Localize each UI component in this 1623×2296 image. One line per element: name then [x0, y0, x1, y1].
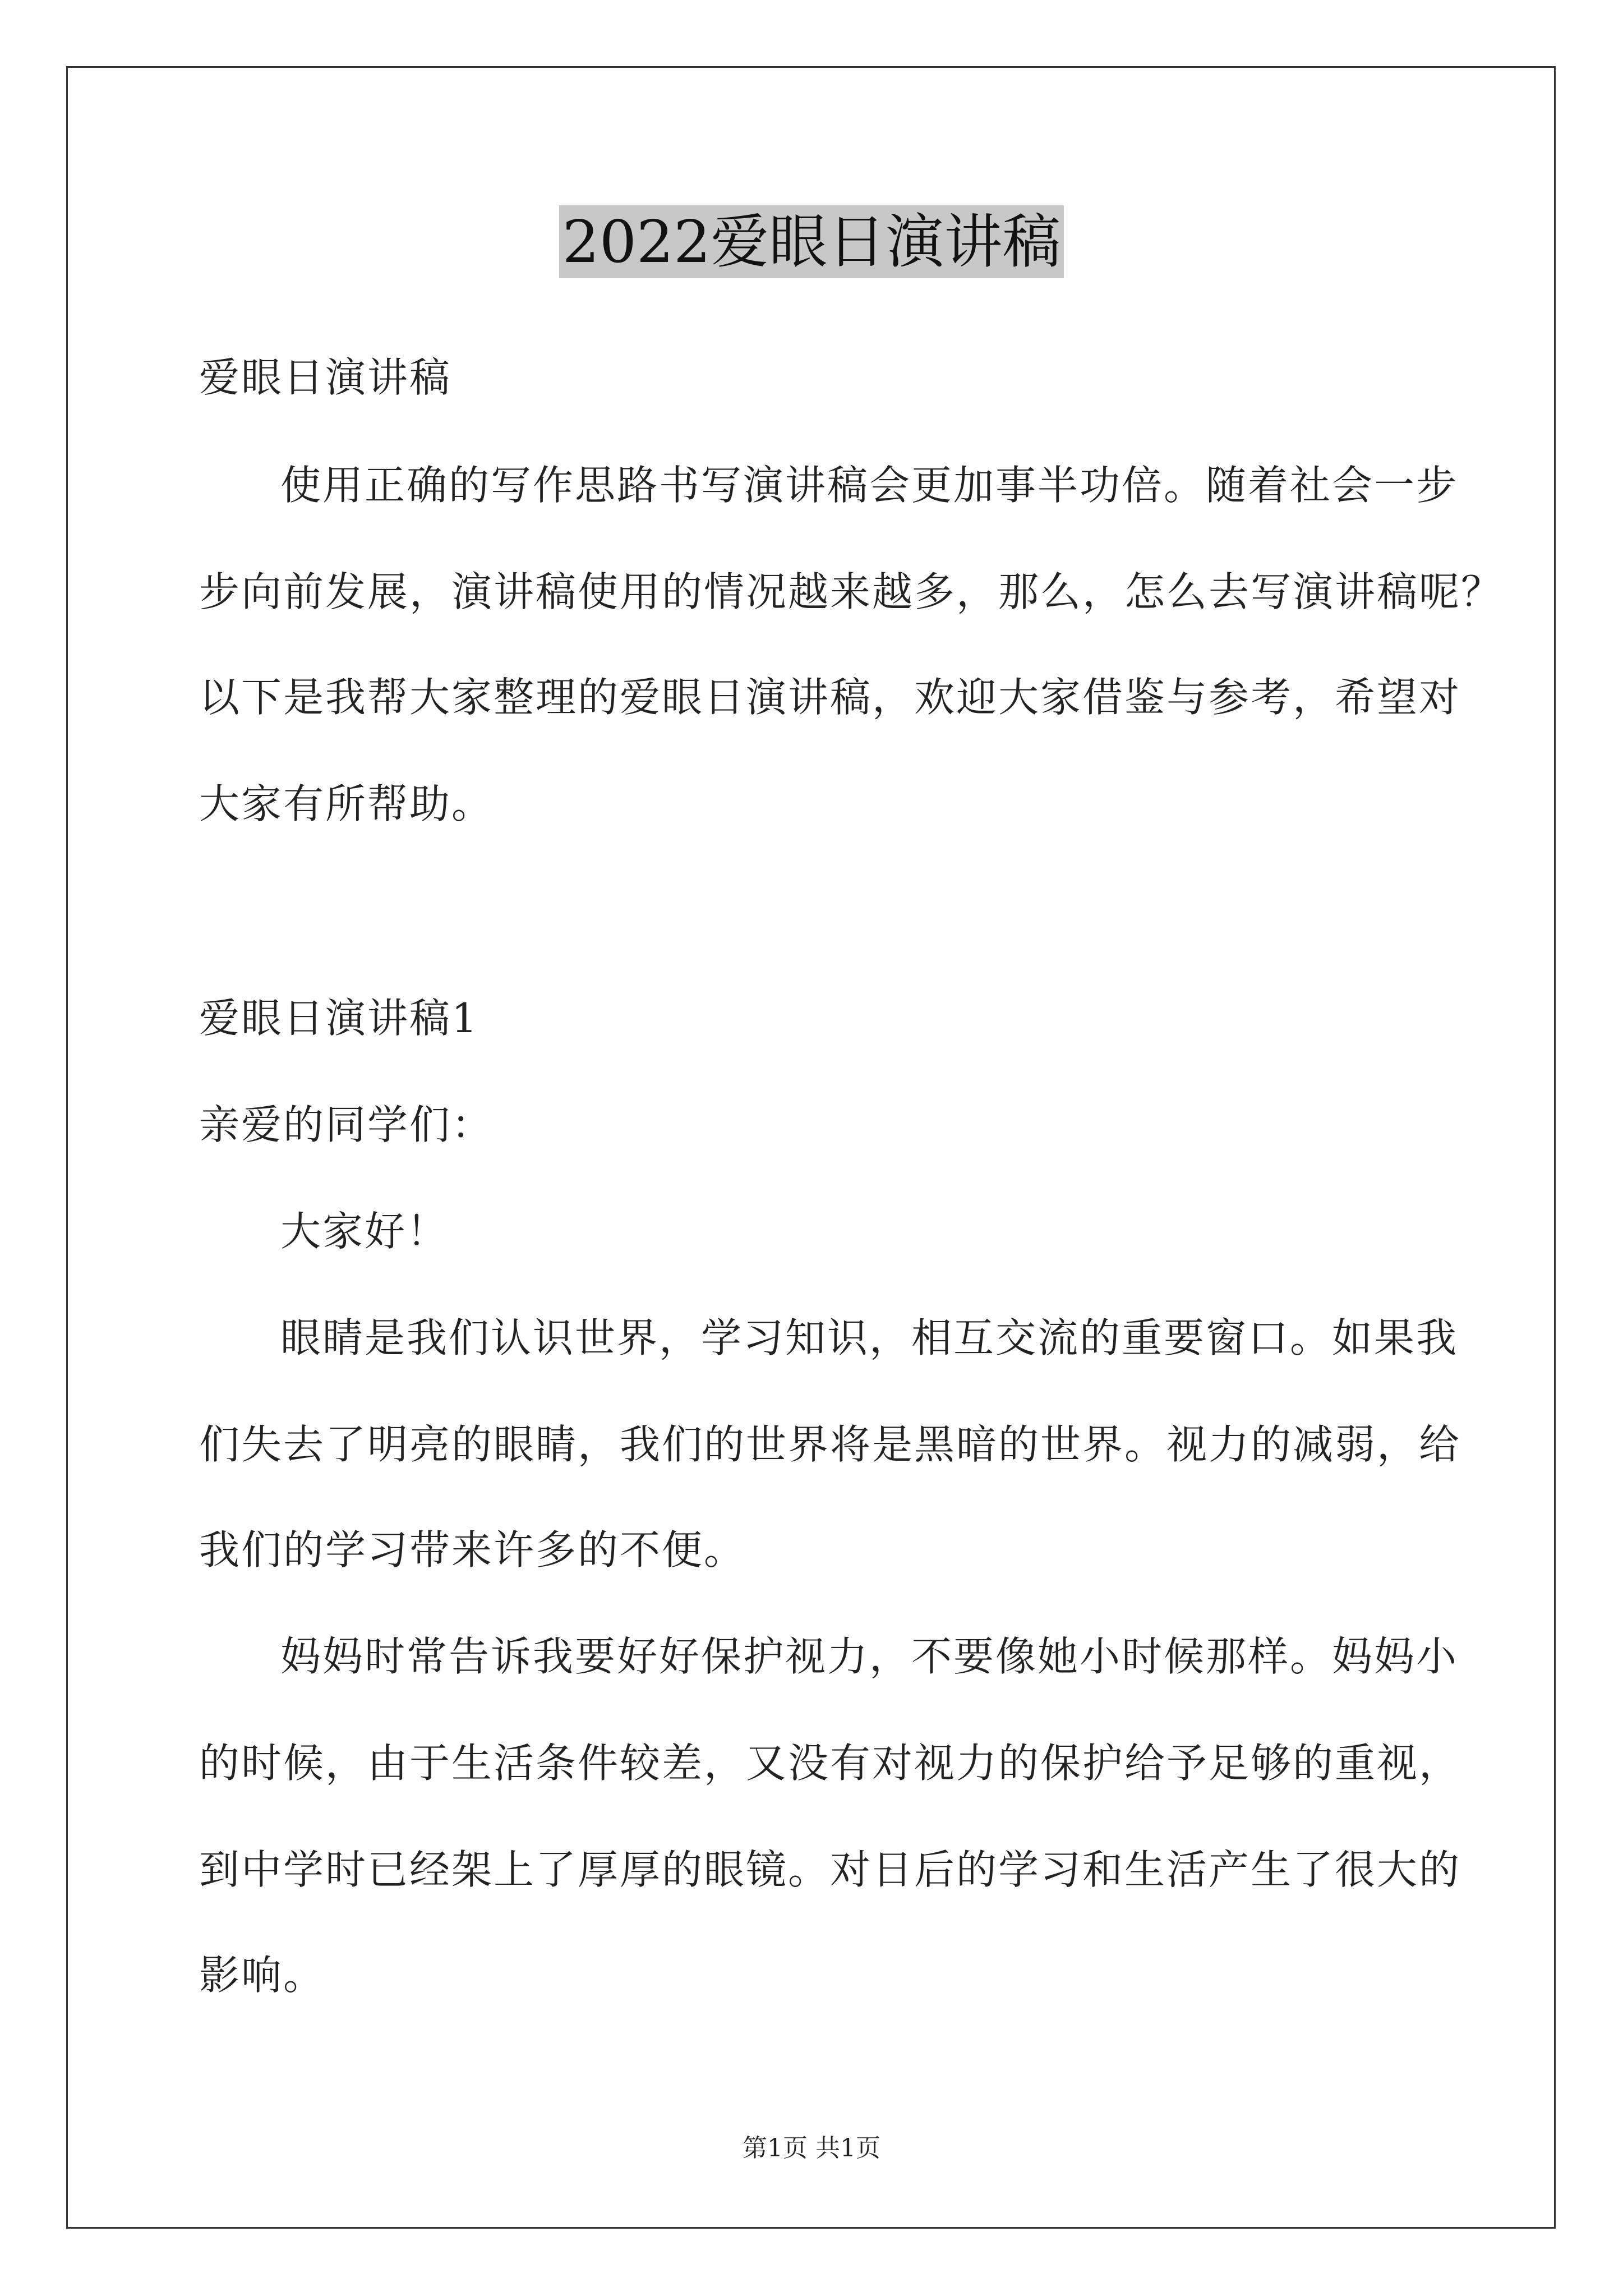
paragraph-line: 以下是我帮大家整理的爱眼日演讲稿，欢迎大家借鉴与参考，希望对	[199, 674, 1461, 721]
title-container	[0, 205, 1623, 278]
section-heading: 爱眼日演讲稿1	[199, 995, 479, 1042]
paragraph-line: 影响。	[199, 1952, 326, 1999]
greeting: 大家好！	[280, 1208, 449, 1255]
paragraph-line: 大家有所帮助。	[199, 780, 494, 827]
paragraph-line: 眼睛是我们认识世界，学习知识，相互交流的重要窗口。如果我	[280, 1314, 1459, 1361]
paragraph-line: 们失去了明亮的眼睛，我们的世界将是黑暗的世界。视力的减弱，给	[199, 1421, 1461, 1468]
paragraph-line: 的时候，由于生活条件较差，又没有对视力的保护给予足够的重视，	[199, 1740, 1461, 1787]
paragraph-line: 我们的学习带来许多的不便。	[199, 1526, 746, 1573]
paragraph-line: 使用正确的写作思路书写演讲稿会更加事半功倍。随着社会一步	[280, 462, 1459, 509]
document-title: 2022爱眼日演讲稿	[559, 205, 1064, 278]
page-footer: 第1页 共1页	[743, 2134, 880, 2162]
paragraph-line: 到中学时已经架上了厚厚的眼镜。对日后的学习和生活产生了很大的	[199, 1846, 1461, 1893]
section-heading: 爱眼日演讲稿	[199, 354, 452, 401]
paragraph-line: 妈妈时常告诉我要好好保护视力，不要像她小时候那样。妈妈小	[280, 1633, 1459, 1680]
salutation: 亲爱的同学们：	[199, 1101, 494, 1148]
paragraph-line: 步向前发展，演讲稿使用的情况越来越多，那么，怎么去写演讲稿呢？	[199, 568, 1504, 615]
